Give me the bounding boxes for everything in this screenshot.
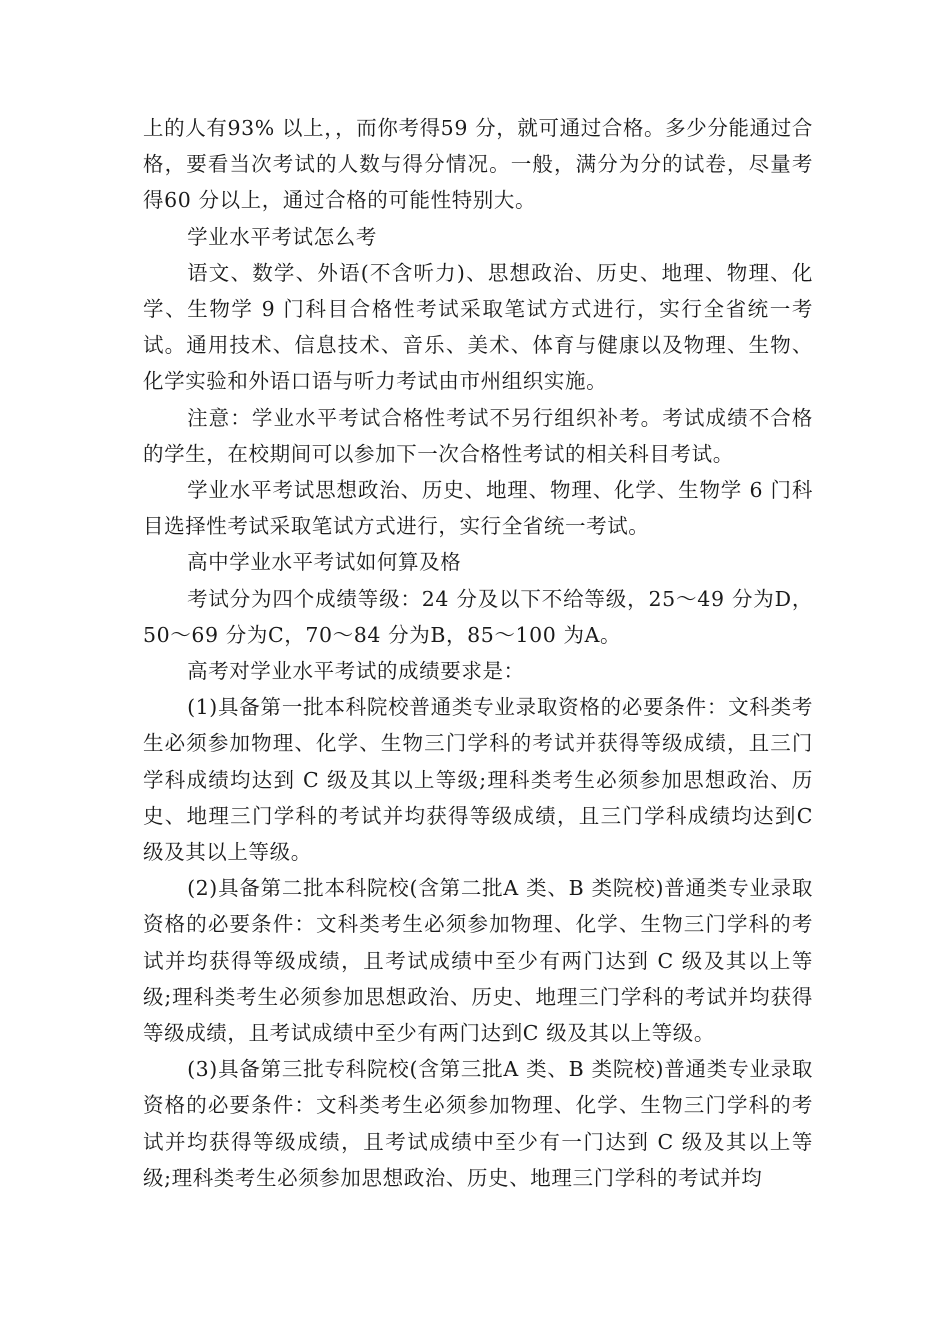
paragraph-requirement-second-batch: (2)具备第二批本科院校(含第二批A 类、B 类院校)普通类专业录取资格的必要条件：文科类考生必须参加物理、化学、生物三门学科的考试并均获得等级成绩，且考试成绩中至少有两门达到 C 级及其以上等级;理科类考生必须参加思想政治、历史、地理三门学科的考试并均获得等级成绩，且考试成绩中至少有两门达到C 级及其以上等级。: [143, 876, 813, 1046]
section-heading-how-to-take-exam: 学业水平考试怎么考: [187, 224, 377, 249]
paragraph-selective-exam-subjects: 学业水平考试思想政治、历史、地理、物理、化学、生物学 6 门科目选择性考试采取笔试方式进行，实行全省统一考试。: [143, 478, 813, 539]
paragraph-gaokao-requirements-intro: 高考对学业水平考试的成绩要求是：: [187, 659, 525, 684]
paragraph-grade-levels: 考试分为四个成绩等级：24 分及以下不给等级，25～49 分为D，50～69 分为C，70～84 分为B，85～100 为A。: [143, 586, 813, 647]
paragraph-notice-no-makeup: 注意：学业水平考试合格性考试不另行组织补考。考试成绩不合格的学生，在校期间可以参加下一次合格性考试的相关科目考试。: [143, 405, 813, 466]
paragraph-continuation: 上的人有93% 以上，，而你考得59 分，就可通过合格。多少分能通过合格，要看当次考试的人数与得分情况。一般，满分为分的试卷，尽量考得60 分以上，通过合格的可能性特别大。: [143, 116, 813, 213]
paragraph-compliance-exam-subjects: 语文、数学、外语(不含听力)、思想政治、历史、地理、物理、化学、生物学 9 门科目合格性考试采取笔试方式进行，实行全省统一考试。通用技术、信息技术、音乐、美术、体育与健康以及物理、生物、化学实验和外语口语与听力考试由市州组织实施。: [143, 260, 813, 394]
paragraph-requirement-third-batch: (3)具备第三批专科院校(含第三批A 类、B 类院校)普通类专业录取资格的必要条件：文科类考生必须参加物理、化学、生物三门学科的考试并均获得等级成绩，且考试成绩中至少有一门达到 C 级及其以上等级;理科类考生必须参加思想政治、历史、地理三门学科的考试并均: [143, 1057, 813, 1190]
section-heading-how-to-pass: 高中学业水平考试如何算及格: [187, 550, 462, 575]
paragraph-requirement-first-batch: (1)具备第一批本科院校普通类专业录取资格的必要条件：文科类考生必须参加物理、化学、生物三门学科的考试并获得等级成绩，且三门学科成绩均达到 C 级及其以上等级;理科类考生必须参加思想政治、历史、地理三门学科的考试并均获得等级成绩，且三门学科成绩均达到C 级及其以上等级。: [143, 695, 813, 865]
document-body: [143, 110, 813, 1196]
